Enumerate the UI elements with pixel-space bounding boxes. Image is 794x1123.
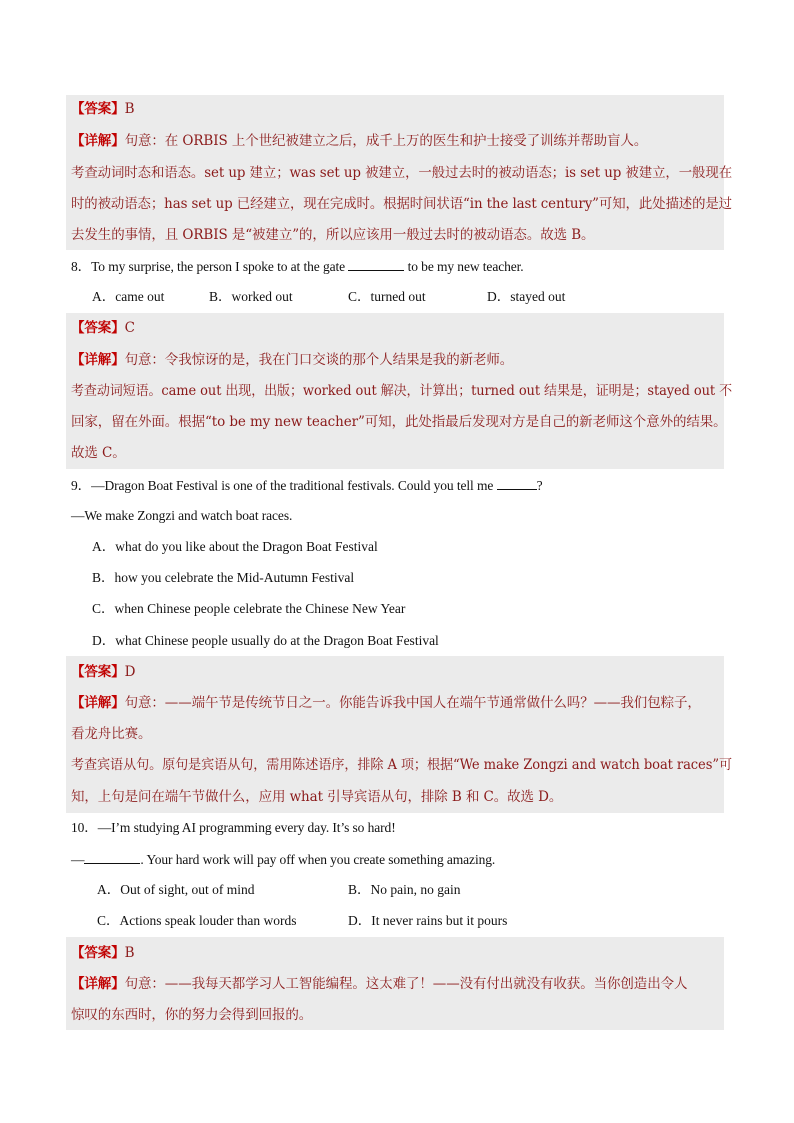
question-text: —I’m studying AI programming every day. It’s so hard! xyxy=(97,820,396,835)
detail-tag: 【详解】 xyxy=(71,976,125,992)
detail-tag: 【详解】 xyxy=(71,352,125,368)
reply-text: . Your hard work will pay off when you create something amazing. xyxy=(140,852,496,867)
answer-value: B xyxy=(124,101,135,117)
answer-blank xyxy=(348,256,404,271)
detail-line: 惊叹的东西时，你的努力会得到回报的。 xyxy=(71,1007,313,1023)
answer-value: B xyxy=(124,945,135,961)
option-a: A．Out of sight, out of mind xyxy=(97,882,255,897)
answer-blank xyxy=(497,475,537,490)
answer-blank xyxy=(84,849,140,864)
question-stem-q10 xyxy=(71,818,396,838)
detail-line: 看龙舟比赛。 xyxy=(71,726,152,742)
question-stem-q9 xyxy=(71,475,542,496)
option-c: C．when Chinese people celebrate the Chinese New Year xyxy=(92,601,406,616)
detail-text: 句意：——我每天都学习人工智能编程。这太难了！——没有付出就没有收获。当你创造出令人 xyxy=(124,976,688,992)
answer-value: D xyxy=(124,664,136,680)
question-text: To my surprise, the person I spoke to at the gate xyxy=(91,259,346,274)
detail-line-q9 xyxy=(71,693,701,713)
detail-text: 句意：在 ORBIS 上个世纪被建立之后，成千上万的医生和护士接受了训练并帮助盲人。 xyxy=(124,133,648,149)
answer-tag: 【答案】 xyxy=(71,101,125,117)
reply-prefix: — xyxy=(71,852,85,867)
detail-tag: 【详解】 xyxy=(71,133,125,149)
option-b: B．how you celebrate the Mid-Autumn Festival xyxy=(92,570,355,585)
question-number: 8． xyxy=(71,259,92,274)
question-text: to be my new teacher. xyxy=(407,259,524,274)
answer-tag: 【答案】 xyxy=(71,664,125,680)
question-reply-q9: —We make Zongzi and watch boat races. xyxy=(71,508,293,523)
question-number: 9． xyxy=(71,478,92,493)
analysis-line: 考查宾语从句。原句是宾语从句，需用陈述语序，排除 A 项；根据“We make Zongzi and watch boat races”可 xyxy=(71,757,732,773)
question-number: 10． xyxy=(71,820,98,835)
analysis-line: 时的被动语态；has set up 已经建立，现在完成时。根据时间状语“in the last century”可知，此处描述的是过 xyxy=(71,196,733,212)
detail-text: 句意：——端午节是传统节日之一。你能告诉我中国人在端午节通常做什么吗？——我们包粽子， xyxy=(124,695,701,711)
answer-line-q7 xyxy=(71,99,134,119)
option-c: C．turned out xyxy=(348,289,426,304)
detail-line-q7 xyxy=(71,131,647,151)
analysis-line: 考查动词时态和语态。set up 建立；was set up 被建立，一般过去时的被动语态；is set up 被建立，一般现在 xyxy=(71,165,733,181)
option-b: B．No pain, no gain xyxy=(348,882,461,897)
option-d: D．stayed out xyxy=(487,289,566,304)
question-reply-q10 xyxy=(71,849,495,870)
analysis-line: 知，上句是问在端午节做什么，应用 what 引导宾语从句，排除 B 和 C。故选 D。 xyxy=(71,789,563,805)
analysis-line: 去发生的事情，且 ORBIS 是“被建立”的，所以应该用一般过去时的被动语态。故选 B。 xyxy=(71,227,595,243)
answer-tag: 【答案】 xyxy=(71,945,125,961)
option-a: A．what do you like about the Dragon Boat Festival xyxy=(92,539,378,554)
option-d: D．It never rains but it pours xyxy=(348,913,508,928)
option-c: C．Actions speak louder than words xyxy=(97,913,297,928)
answer-line-q8 xyxy=(71,318,135,338)
option-d: D．what Chinese people usually do at the Dragon Boat Festival xyxy=(92,633,439,648)
answer-value: C xyxy=(124,320,135,336)
answer-tag: 【答案】 xyxy=(71,320,125,336)
detail-text: 句意：令我惊讶的是，我在门口交谈的那个人结果是我的新老师。 xyxy=(124,352,514,368)
question-text: —Dragon Boat Festival is one of the traditional festivals. Could you tell me xyxy=(91,478,494,493)
detail-line-q10 xyxy=(71,974,687,994)
option-a: A．came out xyxy=(92,289,165,304)
detail-tag: 【详解】 xyxy=(71,695,125,711)
answer-line-q9 xyxy=(71,662,135,682)
answer-line-q10 xyxy=(71,943,134,963)
analysis-line: 回家，留在外面。根据“to be my new teacher”可知，此处指最后发现对方是自己的新老师这个意外的结果。 xyxy=(71,414,727,430)
analysis-line: 考查动词短语。came out 出现，出版；worked out 解决，计算出；turned out 结果是，证明是；stayed out 不 xyxy=(71,383,733,399)
analysis-line: 故选 C。 xyxy=(71,445,126,461)
option-b: B．worked out xyxy=(209,289,293,304)
question-stem-q8 xyxy=(71,256,524,277)
question-text: ? xyxy=(536,478,543,493)
detail-line-q8 xyxy=(71,350,513,370)
